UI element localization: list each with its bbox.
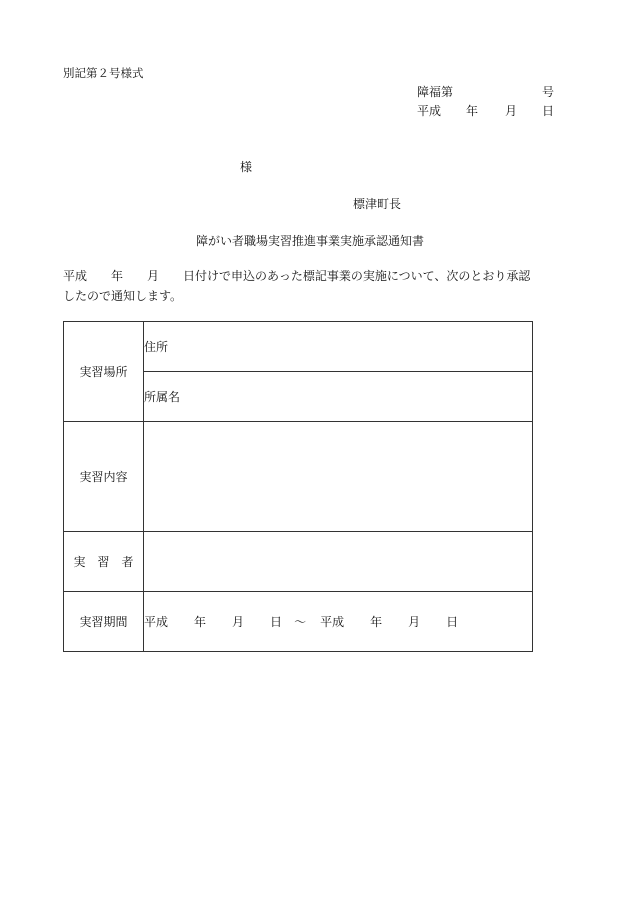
period-end-month-unit: 月 xyxy=(408,615,421,629)
issue-date-month-unit: 月 xyxy=(505,104,518,118)
content-value-cell xyxy=(144,422,533,532)
period-start-month-unit: 月 xyxy=(232,615,245,629)
document-title: 障がい者職場実習推進事業実施承認通知書 xyxy=(196,234,425,248)
document-number-suffix: 号 xyxy=(542,85,555,99)
body-line-1: 平成 年 月 日付けで申込のあった標記事業の実施について、次のとおり承認 xyxy=(63,269,531,283)
period-end-day-unit: 日 xyxy=(446,615,459,629)
address-cell xyxy=(144,322,533,372)
issue-date-day-unit: 日 xyxy=(542,104,555,118)
issuer-name: 標津町長 xyxy=(353,197,402,211)
period-start-day-unit: 日 xyxy=(270,615,283,629)
period-value-cell xyxy=(144,592,533,652)
affiliation-cell xyxy=(144,372,533,422)
address-label: 住所 xyxy=(144,340,169,354)
period-end-year-unit: 年 xyxy=(370,615,383,629)
content-label-cell xyxy=(64,422,144,532)
period-label: 実習期間 xyxy=(79,615,128,629)
trainee-label-cell xyxy=(64,532,144,592)
approval-detail-table xyxy=(63,321,533,652)
period-start-era: 平成 xyxy=(144,615,169,629)
period-end-era: 平成 xyxy=(320,615,345,629)
issue-date-era: 平成 xyxy=(417,104,442,118)
place-label: 実習場所 xyxy=(79,365,128,379)
body-line-2: したので通知します。 xyxy=(63,289,183,303)
trainee-label: 実 習 者 xyxy=(73,555,134,569)
addressee-suffix: 様 xyxy=(240,160,253,174)
place-label-cell xyxy=(64,322,144,422)
form-id: 別記第２号様式 xyxy=(63,66,144,80)
content-label: 実習内容 xyxy=(79,470,128,484)
issue-date-year-unit: 年 xyxy=(466,104,479,118)
trainee-value-cell xyxy=(144,532,533,592)
period-start-year-unit: 年 xyxy=(194,615,207,629)
document-number-prefix: 障福第 xyxy=(417,85,454,99)
period-separator: ～ xyxy=(294,615,307,629)
affiliation-label: 所属名 xyxy=(144,390,181,404)
period-label-cell xyxy=(64,592,144,652)
